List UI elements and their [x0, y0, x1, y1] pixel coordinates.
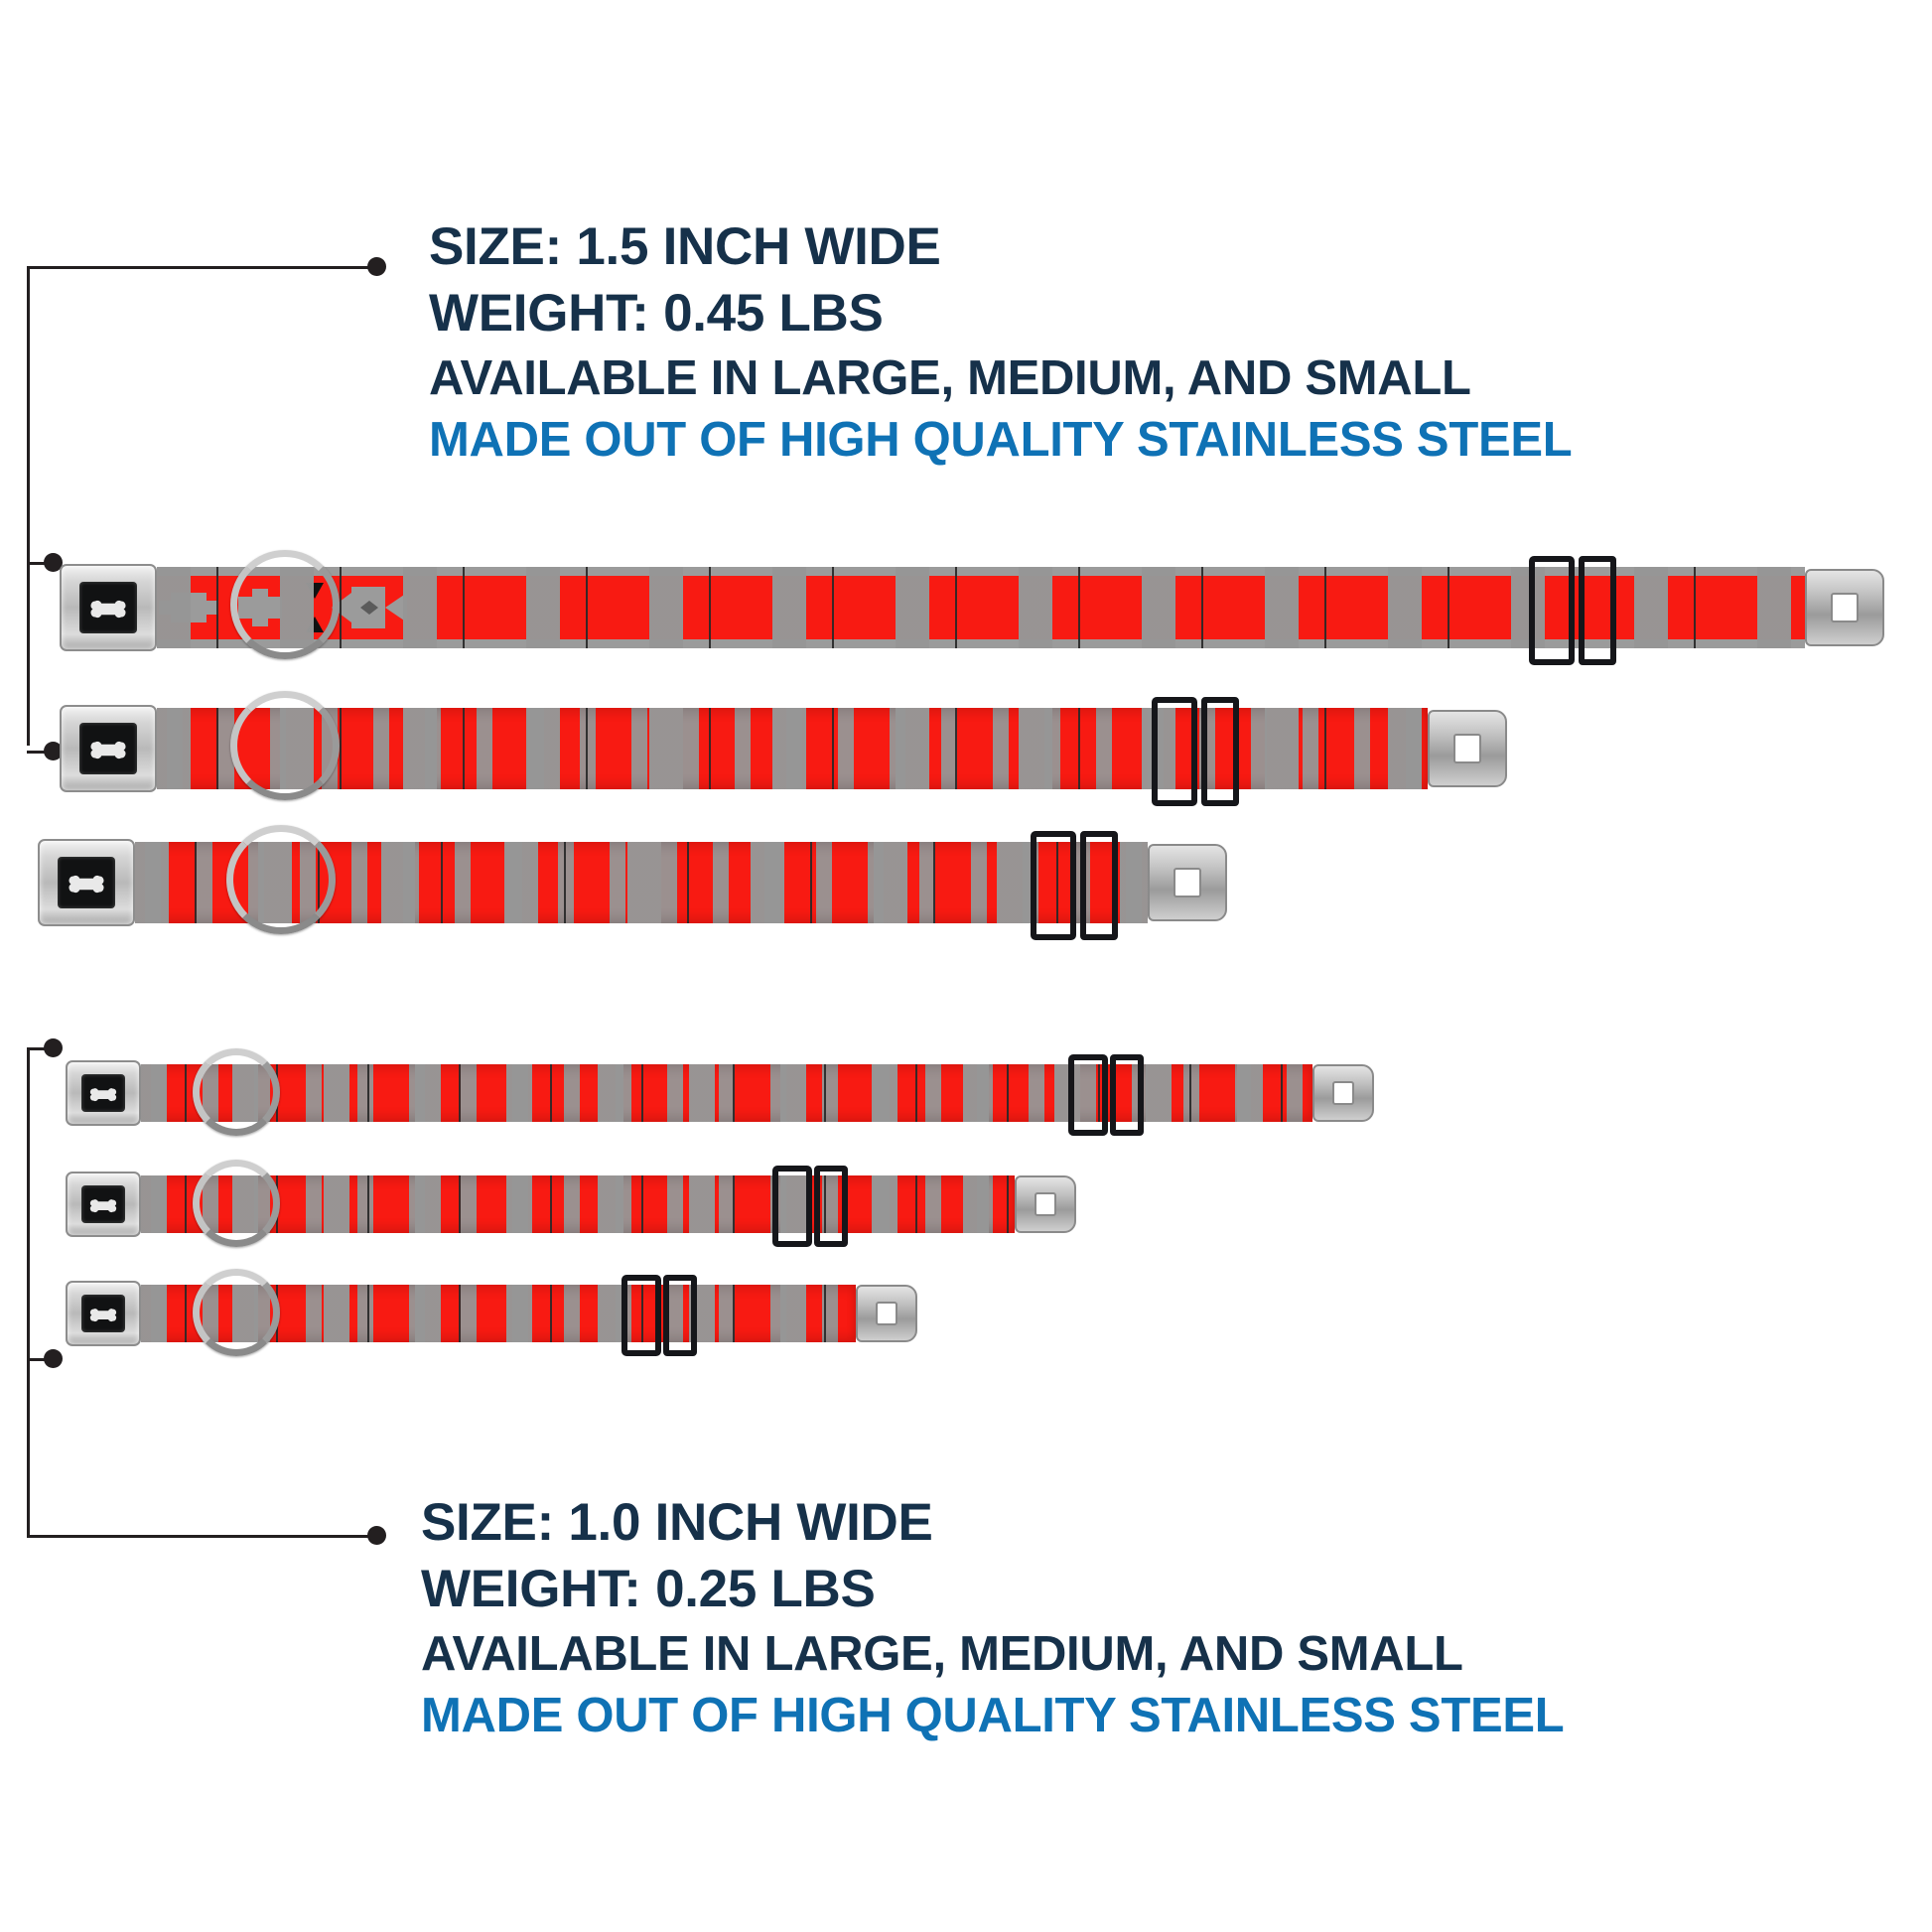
- bone-icon: [67, 872, 106, 894]
- spec-weight-line: WEIGHT: 0.45 LBS: [429, 284, 884, 344]
- strap-keeper[interactable]: [1080, 831, 1118, 940]
- leader-dot-bottom-callout: [367, 1526, 386, 1545]
- metal-tongue-tip: [1015, 1175, 1076, 1233]
- tongue-hole: [876, 1302, 897, 1325]
- strap-slider[interactable]: [621, 1275, 661, 1356]
- bone-icon: [88, 1306, 118, 1322]
- leader-dot-top-callout: [367, 257, 386, 276]
- strap-slider[interactable]: [1031, 831, 1076, 940]
- d-ring[interactable]: [193, 1269, 280, 1356]
- bone-icon: [88, 597, 128, 619]
- strap-keeper[interactable]: [663, 1275, 697, 1356]
- collar-narrow-large[interactable]: [66, 1060, 1374, 1126]
- seatbelt-buckle[interactable]: [60, 705, 157, 792]
- strap-keeper[interactable]: [1579, 556, 1616, 665]
- buckle-face: [81, 1074, 126, 1112]
- d-ring[interactable]: [193, 1048, 280, 1136]
- d-ring[interactable]: [230, 550, 340, 659]
- buckle-face: [79, 723, 137, 774]
- leader-dot-bottom-last-collar: [44, 1349, 63, 1368]
- spec-material-line: MADE OUT OF HIGH QUALITY STAINLESS STEEL: [421, 1688, 1565, 1742]
- leader-line-horizontal-top: [27, 266, 374, 269]
- seatbelt-buckle[interactable]: [38, 839, 135, 926]
- leader-line-horizontal-bottom: [27, 1535, 374, 1538]
- buckle-face: [58, 857, 115, 908]
- tongue-hole: [1453, 734, 1481, 763]
- strap-slider[interactable]: [1152, 697, 1197, 806]
- collar-narrow-medium[interactable]: [66, 1172, 1076, 1237]
- metal-tongue-tip: [1148, 844, 1227, 921]
- bone-icon: [88, 1196, 118, 1213]
- collar-wide-medium[interactable]: [60, 705, 1507, 792]
- collar-wide-small[interactable]: [38, 839, 1227, 926]
- seatbelt-buckle[interactable]: [66, 1060, 141, 1126]
- spec-material-line: MADE OUT OF HIGH QUALITY STAINLESS STEEL: [429, 412, 1573, 467]
- metal-tongue-tip: [1428, 710, 1507, 787]
- seatbelt-buckle[interactable]: [66, 1172, 141, 1237]
- leader-line-vertical-top: [27, 266, 30, 746]
- spec-availability-line: AVAILABLE IN LARGE, MEDIUM, AND SMALL: [421, 1626, 1463, 1681]
- buckle-face: [81, 1185, 126, 1223]
- strap-slider[interactable]: [1068, 1054, 1108, 1136]
- buckle-face: [79, 582, 137, 633]
- spec-size-line: SIZE: 1.0 INCH WIDE: [421, 1493, 933, 1552]
- metal-tongue-tip: [1312, 1064, 1374, 1122]
- seatbelt-buckle[interactable]: [60, 564, 157, 651]
- strap-keeper[interactable]: [1201, 697, 1239, 806]
- leader-line-vertical-bottom: [27, 1047, 30, 1538]
- metal-tongue-tip: [856, 1285, 917, 1342]
- tongue-hole: [1173, 868, 1201, 897]
- bone-icon: [88, 738, 128, 759]
- collar-narrow-small[interactable]: [66, 1281, 917, 1346]
- d-ring[interactable]: [193, 1160, 280, 1247]
- strap-slider[interactable]: [1529, 556, 1575, 665]
- tongue-hole: [1035, 1192, 1056, 1216]
- spec-availability-line: AVAILABLE IN LARGE, MEDIUM, AND SMALL: [429, 350, 1471, 405]
- spec-weight-line: WEIGHT: 0.25 LBS: [421, 1560, 876, 1619]
- strap-keeper[interactable]: [814, 1166, 848, 1247]
- collar-wide-large[interactable]: [60, 564, 1884, 651]
- callout-large-group: [429, 213, 1572, 471]
- buckle-face: [81, 1295, 126, 1332]
- callout-small-group: [421, 1489, 1564, 1746]
- tongue-hole: [1332, 1081, 1354, 1105]
- d-ring[interactable]: [226, 825, 336, 934]
- strap-keeper[interactable]: [1110, 1054, 1144, 1136]
- metal-tongue-tip: [1805, 569, 1884, 646]
- d-ring[interactable]: [230, 691, 340, 800]
- seatbelt-buckle[interactable]: [66, 1281, 141, 1346]
- spec-size-line: SIZE: 1.5 INCH WIDE: [429, 217, 941, 276]
- leader-dot-bottom-first-collar: [44, 1038, 63, 1057]
- strap-slider[interactable]: [772, 1166, 812, 1247]
- tongue-hole: [1831, 593, 1859, 622]
- bone-icon: [88, 1085, 118, 1102]
